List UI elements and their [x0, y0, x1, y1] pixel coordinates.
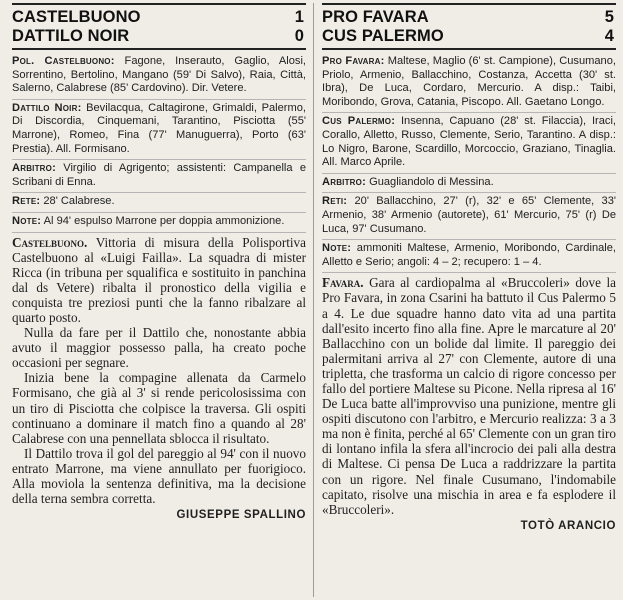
away-lineup-text: Bevilacqua, Caltagirone, Grimaldi, Palermo, Di Discordia, Cinquemani, Tarantino, Pisciotta (55' Marrone), Romeo, Fina (77' Manuguerra), Porto (63' Prestia). All. Formisano. [12, 101, 306, 155]
match-facts [322, 54, 616, 273]
referee-text: Guagliandolo di Messina. [369, 175, 494, 188]
goals-label: Rete: [12, 195, 41, 208]
paragraph [322, 275, 616, 517]
home-lineup-label: Pro Favara: [322, 55, 385, 67]
away-team-score: 0 [294, 27, 304, 45]
referee [322, 175, 616, 194]
home-team-score: 5 [604, 8, 614, 26]
paragraph: Nulla da fare per il Dattilo che, nonostante abbia avuto il maggior possesso palla, ha creato poche occasioni per segnare. [12, 325, 306, 371]
referee-text: Virgilio di Agrigento; assistenti: Campanella e Scribani di Enna. [12, 162, 306, 188]
home-team-name: PRO FAVARA [322, 8, 429, 26]
paragraph-text: Vittoria di misura della Polisportiva Castelbuono al «Luigi Failla». La squadra di mister Ricca (in tribuna per squalifica e sostituito in panchina dal ds Vetere) ribalta il pronostico della vigilia e conquista tre preziosi punti che la fanno ribalzare al quarto posto. [12, 234, 306, 325]
paragraph-text: Gara al cardiopalma al «Bruccoleri» dove la Pro Favara, in zona Csarini ha battuto il Cus Palermo 5 a 4. Le due squadre hanno dato vita ad una partita dall'esito incerto fino alla fine. Apre le marcature al 20' Ballacchino con un bolide dal limite. Il pareggio dei palermitani arriva al 27' con Clemente, autore di una tripletta, che trasforma un calcio di rigore concesso per fallo del portiere Maltese su Picone. Nella ripresa al 16' De Luca batte all'improvviso una punizione, mentre gli ospiti discutono con l'arbitro, e Mercurio realizza: 3 a 3 ma non è finita, perché al 65' Clemente con un gran tiro di lontano infila la sfera all'incrocio dei pali alla destra di Maltese. Ci pensa De Luca a raddrizzare la partita con un rigore. Nel finale Cusumano, l'indomabile capitato, risolve una mischia in area e fa esplodere il «Bruccoleri». [322, 275, 617, 517]
article-body [12, 235, 306, 507]
home-lineup [322, 54, 616, 113]
notes-text: ammoniti Maltese, Armenio, Moribondo, Cardinale, Alletto e Serio; angoli: 4 – 2; recupero: 1 – 4. [322, 242, 616, 268]
away-lineup-label: Dattilo Noir: [12, 101, 82, 114]
article-body [322, 275, 616, 517]
away-team-score: 4 [604, 27, 614, 45]
paragraph: Il Dattilo trova il gol del pareggio al 94' con il nuovo entrato Marrone, ma viene annullato per fuorigioco. Alla moviola la sentenza definitiva, ma la decisione della terna sembra corretta. [12, 445, 306, 507]
referee-label: Arbitro: [12, 162, 56, 175]
notes [322, 241, 616, 273]
paragraph [12, 235, 306, 326]
away-lineup [322, 114, 616, 173]
away-team-row [12, 27, 306, 46]
scoreboard [322, 3, 616, 50]
home-team-row [322, 8, 616, 27]
notes-text: Al 94' espulso Marrone per doppia ammonizione. [43, 214, 285, 227]
home-team-name: CASTELBUONO [12, 8, 141, 26]
home-lineup [12, 54, 306, 100]
notes-label: Note: [12, 214, 42, 227]
dateline: Castelbuono. [12, 234, 88, 250]
away-lineup-text: Insenna, Capuano (28' st. Filaccia), Iraci, Corallo, Alletto, Russo, Clemente, Serio, Tarantino. A disp.: Lo Nigro, Barone, Scardillo, Morcoccio, Graziano, Tinaglia. All. Marco Aprile. [322, 115, 616, 169]
goals [12, 194, 306, 213]
scoreboard [12, 3, 306, 50]
away-lineup-label: Cus Palermo: [322, 115, 396, 128]
home-team-score: 1 [294, 8, 304, 26]
byline: TOTÒ ARANCIO [520, 519, 616, 532]
goals-text: 28' Calabrese. [43, 195, 115, 208]
dateline: Favara. [322, 275, 364, 291]
paragraph: Inizia bene la compagine allenata da Carmelo Formisano, che già al 3' si rende pericolosissima con un tiro di Pisciotta che colpisce la traversa. Gli ospiti continuano a dominare il match fino a quando al 28' Calabrese con una pennellata sblocca il risultato. [12, 370, 306, 446]
goals-label: Reti: [322, 195, 348, 208]
referee [12, 161, 306, 193]
goals [322, 194, 616, 240]
home-lineup-label: Pol. Castelbuono: [12, 55, 115, 67]
notes-label: Note: [322, 242, 352, 255]
notes [12, 214, 306, 233]
away-team-row [322, 27, 616, 46]
away-team-name: DATTILO NOIR [12, 27, 130, 45]
home-lineup-text: Maltese, Maglio (6' st. Campione), Cusumano, Priolo, Armenio, Ballacchino, Costanza, Accetta (30' st. Ibra), De Luca, Cordaro, Mercurio. A disp.: Taibi, Moribondo, Grova, Catania, Piscopo. All. Gaetano Longo. [322, 55, 616, 108]
byline: GIUSEPPE SPALLINO [176, 509, 306, 522]
goals-text: 20' Ballacchino, 27' (r), 32' e 65' Clemente, 33' Armenio, 38' Armenio (autorete), 61' Mercurio, 75' (r) De Luca, 97' Cusumano. [322, 195, 616, 235]
away-lineup [12, 101, 306, 160]
away-team-name: CUS PALERMO [322, 27, 444, 45]
referee-label: Arbitro: [322, 175, 366, 188]
home-team-row [12, 8, 306, 27]
column-divider [313, 3, 314, 597]
article-castelbuono-dattilo [12, 3, 306, 521]
article-favara-cus [322, 3, 616, 532]
home-lineup-text: Fagone, Inserauto, Gaglio, Alosi, Sorrentino, Bertolino, Mangano (59' Di Salvo), Raia, Città, Salerno, Calabrese (85' Cardovino). Dir. Vetere. [12, 55, 306, 95]
match-facts [12, 54, 306, 233]
